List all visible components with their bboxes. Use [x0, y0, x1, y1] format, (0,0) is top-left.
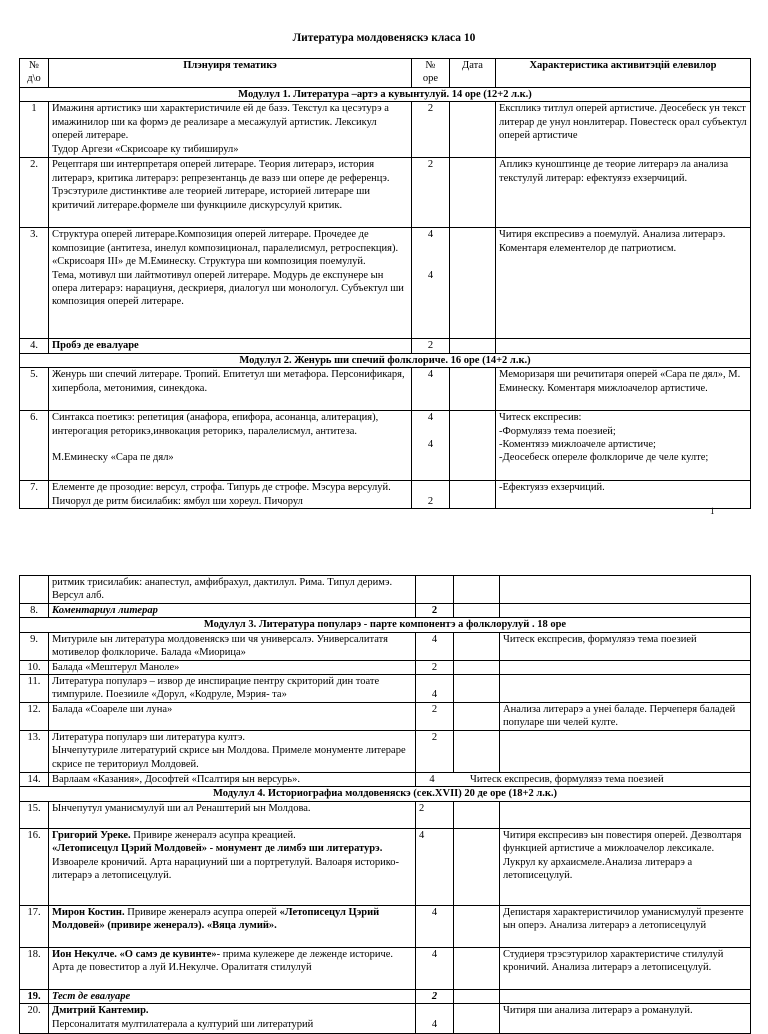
row-date [450, 102, 496, 158]
row-date [450, 228, 496, 339]
row-topic: Имажиня артистикэ ши характеристичиле ей де базэ. Текстул ка цесэтурэ а имажинилор ши ка формэ де реализаре а месажулуй артистик. Лексикул оперей литераре. Тудор Аргези «Скрисоаре ку тибиширул» [49, 102, 412, 158]
row-date [450, 368, 496, 411]
row-hours: 2 [412, 158, 450, 228]
row-date [454, 989, 500, 1003]
row-activities: Читеск експресив, формулязэ тема поезией [500, 632, 751, 660]
table-row [20, 481, 751, 509]
row-hours: 2 [416, 660, 454, 674]
row-number: 9. [20, 632, 49, 660]
row-date [454, 801, 500, 828]
row-topic: Пробэ де евалуаре [49, 339, 412, 353]
row-hours: 2 [416, 801, 454, 828]
row-number [20, 576, 49, 604]
table-row [20, 603, 751, 617]
row-number: 6. [20, 411, 49, 481]
row-activities [496, 339, 751, 353]
row-topic: Митуриле ын литература молдовеняскэ ши чя универсалэ. Универсалитатя мотивелор фолклориче. Балада «Миорица» [49, 632, 416, 660]
table-row [20, 947, 751, 989]
module-row [20, 88, 751, 102]
row-number: 10. [20, 660, 49, 674]
header-number: № д\о [20, 59, 49, 88]
row-activities: Студиеря трэсэтурилор характеристиче стилулуй кроничий. Анализа литерарэ а летописецулуй. [500, 947, 751, 989]
row-date [450, 411, 496, 481]
row-hours: 4 [416, 947, 454, 989]
row-hours: 4 [416, 632, 454, 660]
table-row [20, 731, 751, 773]
row-activities [500, 989, 751, 1003]
table-row [20, 576, 751, 604]
row-hours: 4 4 [412, 228, 450, 339]
row-hours: 2 [412, 339, 450, 353]
row-number: 5. [20, 368, 49, 411]
row-number: 13. [20, 731, 49, 773]
work-title: «Летописецул Цэрий Молдовей» - монумент де лимбэ ши литературэ. [52, 843, 383, 855]
row-number: 7. [20, 481, 49, 509]
row-activities: Читиря ши анализа литерарэ а романулуй. [500, 1004, 751, 1034]
table-row [20, 339, 751, 353]
row-date [450, 481, 496, 509]
row-number: 4. [20, 339, 49, 353]
row-activities: Читиря експресивэ ын повестиря оперей. Дезволтаря функцией артистиче а мижлоачелор лексикале. Лукрул ку архаисмеле.Анализа литерарэ а летописецулуй. [500, 828, 751, 905]
row-activities [500, 731, 751, 773]
row-hours: 4 [412, 368, 450, 411]
row-hours: 2 [416, 989, 454, 1003]
page-number: 1 [710, 506, 715, 516]
row-topic: ритмик трисилабик: анапестул, амфибрахул, дактилул. Рима. Типул деримэ. Версул алб. [49, 576, 416, 604]
module-row [20, 787, 751, 801]
row-activities: Читиря експресивэ а поемулуй. Анализа литерарэ. Коментаря елементелор де патриотисм. [496, 228, 751, 339]
row-topic: Коментариул литерар [49, 603, 416, 617]
row-hours: 4 [416, 905, 454, 947]
table-row [20, 632, 751, 660]
table-row [20, 660, 751, 674]
module-title: Модулул 4. Историографиа молдовеняскэ (сек.XVII) 20 де оре (18+2 л.к.) [20, 787, 751, 801]
header-activities: Характеристика активитэцiй елевилор [496, 59, 751, 88]
row-number: 3. [20, 228, 49, 339]
row-hours: 4 4 [412, 411, 450, 481]
module-title: Модулул 2. Женурь ши спечий фолклориче. 16 оре (14+2 л.к.) [20, 353, 751, 367]
row-number: 14. [20, 773, 49, 787]
row-topic: Литература популарэ ши литература култэ. Ынчепутуриле литературий скрисе ын Молдова. Примеле монументе литераре скрисе пе териториул Молдовей. [49, 731, 416, 773]
row-activities: Експликэ титлул оперей артистиче. Деосебеск ун текст литерар де унул нонлитерар. Повестеск орал субъектул оперей артистиче [496, 102, 751, 158]
row-topic: Варлаам «Казания», Дософтей «Псалтиря ын версурь». [49, 773, 416, 787]
table-row [20, 773, 751, 787]
row-number: 11. [20, 675, 49, 703]
row-date [454, 603, 500, 617]
row-date [450, 339, 496, 353]
table-row [20, 801, 751, 828]
row-hours: 4 [429, 774, 435, 786]
row-date [454, 632, 500, 660]
module-row [20, 618, 751, 632]
row-topic: Структура оперей литераре.Композиция оперей литераре. Прочедее де композицие (антитеза, инелул композиционал, паралелисмул, ретроспекция). «Скрисоаря III» де М.Еминеску. Структура ши композиция поемулуй. Тема, мотивул ши лайтмотивул оперей литераре. Модурь де експунере ын опера литерарэ: нарациуня, дескриеря, диалогул ши монологул. Субъектул ши композиция оперей литераре. [49, 228, 412, 339]
table-row [20, 228, 751, 339]
module-title: Модулул 1. Литература –артэ а кувынтулуй. 14 оре (12+2 л.к.) [20, 88, 751, 102]
row-topic: Балада «Соареле ши луна» [49, 703, 416, 731]
row-hours: 2 [416, 603, 454, 617]
topic-text: Извоареле кроничий. Арта нарациуний ши а портретулуй. Валоаря историко-литерарэ а летописецулуй. [52, 856, 400, 882]
table-header-row [20, 59, 751, 88]
row-date [450, 158, 496, 228]
row-number: 1 [20, 102, 49, 158]
row-number: 15. [20, 801, 49, 828]
table-row [20, 411, 751, 481]
row-hours [416, 1004, 454, 1034]
row-activities: Читеск експресив, формулязэ тема поезией [470, 774, 664, 786]
row-topic [49, 905, 416, 947]
row-topic [49, 1004, 416, 1034]
row-number: 8. [20, 603, 49, 617]
row-number: 12. [20, 703, 49, 731]
topic-text: - прима кулежере де леженде историче. Арта де повеститор а луй И.Некулче. Оралитатя стилулуй [52, 948, 394, 974]
row-number: 2. [20, 158, 49, 228]
header-date: Дата [450, 59, 496, 88]
table-row [20, 703, 751, 731]
row-date [454, 576, 500, 604]
row-topic [49, 947, 416, 989]
row-topic [49, 828, 416, 905]
table-row [20, 1004, 751, 1034]
row-activities: Читеск експресив: -Формулязэ тема поезией; -Коментязэ мижлоачеле артистиче; -Деосебеск опереле фолклориче де челе култе; [496, 411, 751, 481]
author-name: Мирон Костин. [52, 906, 125, 918]
table-row [20, 828, 751, 905]
row-date [454, 1004, 500, 1034]
topic-text: Привире женералэ асупра креацией. [130, 829, 296, 841]
row-topic: Литература популарэ – извор де инспирацие пентру скриторий дин тоате тимпуриле. Поезииле «Дорул, «Кодруле, Мэрия- та» [49, 675, 416, 703]
row-number: 17. [20, 905, 49, 947]
table-row [20, 989, 751, 1003]
row-date [454, 675, 500, 703]
row-topic: Тест де евалуаре [49, 989, 416, 1003]
row-topic: Ынчепутул уманисмулуй ши ал Ренаштерий ын Молдова. [49, 801, 416, 828]
row-date [454, 828, 500, 905]
table-row [20, 102, 751, 158]
document-title: Литература молдовеняскэ класа 10 [292, 32, 476, 44]
row-activities [500, 603, 751, 617]
row-date [454, 731, 500, 773]
row-date [454, 947, 500, 989]
row-activities [500, 576, 751, 604]
row-hours: 4 [416, 828, 454, 905]
row-hours: 2 [416, 703, 454, 731]
module-row [20, 353, 751, 367]
row-activities: Апликэ куноштинце де теорие литерарэ ла анализа текстулуй литерар: ефектуязэ ехзерчиций. [496, 158, 751, 228]
row-activities [500, 801, 751, 828]
row-date [454, 905, 500, 947]
row-hours: 2 [412, 102, 450, 158]
table-row [20, 158, 751, 228]
row-topic: Елементе де прозодие: версул, строфа. Типурь де строфе. Мэсура версулуй. Пичорул де ритм бисилабик: ямбул ши хореул. Пичорул [49, 481, 412, 509]
author-name: Григорий Уреке. [52, 829, 131, 841]
row-activities: -Ефектуязэ ехзерчиций. [496, 481, 751, 509]
row-hours [416, 576, 454, 604]
row-number: 16. [20, 828, 49, 905]
table-row [20, 675, 751, 703]
syllabus-table-part-1 [19, 58, 751, 509]
row-hours-and-activities [416, 773, 751, 787]
row-activities [500, 675, 751, 703]
row-hours: 2 [416, 731, 454, 773]
row-number: 18. [20, 947, 49, 989]
row-activities: Меморизаря ши речититаря оперей «Сара пе дял», М. Еминеску. Коментаря мижлоачелор артистиче. [496, 368, 751, 411]
row-date [454, 703, 500, 731]
row-hours: 2 [412, 481, 450, 509]
work-title: «Летописецул Цэрий Молдовей» (привире женералэ). «Вяца лумий». [52, 906, 380, 932]
header-hours: № оре [412, 59, 450, 88]
syllabus-table-part-2 [19, 575, 751, 1034]
row-activities [500, 660, 751, 674]
table-row [20, 368, 751, 411]
table-row [20, 905, 751, 947]
header-plan: Плэнуиря тематикэ [49, 59, 412, 88]
row-topic: Синтакса поетикэ: репетиция (анафора, епифора, асонанца, алитерация), интерогация реторикэ,инвокация реторикэ, паралелисмул, антитеза. М.Еминеску «Сара пе дял» [49, 411, 412, 481]
author-name: Ион Некулче. «О самэ де кувинте» [52, 948, 217, 960]
row-topic: Женурь ши спечий литераре. Тропий. Епитетул ши метафора. Персонификаря, хипербола, метонимия, синекдока. [49, 368, 412, 411]
row-activities: Депистаря характеристичилор уманисмулуй презенте ын оперэ. Анализа литерарэ а летописецулуй [500, 905, 751, 947]
topic-text: Привире женералэ асупра оперей [124, 906, 280, 918]
row-hours-value: 4 [431, 1018, 438, 1030]
author-name: Дмитрий Кантемир. [52, 1005, 149, 1017]
row-activities: Анализа литерарэ а унеi баладе. Перчеперя баладей популаре ши челей култе. [500, 703, 751, 731]
row-hours: 4 [416, 675, 454, 703]
row-number: 20. [20, 1004, 49, 1034]
topic-text: Персоналитатя мултилатерала а културий ши литературий [52, 1018, 314, 1030]
row-topic: Балада «Мештерул Маноле» [49, 660, 416, 674]
row-topic: Рецептаря ши интерпретаря оперей литераре. Теория литерарэ, история литерарэ, критика литерарэ: репрезентанць де вазэ ши опере де референцэ. Трэсэтуриле дистинктиве але теорией литераре, историей литераре ши критичий литераре.формеле ши функцииле дискурсулуй критик. [49, 158, 412, 228]
row-number: 19. [20, 989, 49, 1003]
module-title: Модулул 3. Литература популарэ - парте компонентэ а фолклорулуй . 18 оре [20, 618, 751, 632]
row-date [454, 660, 500, 674]
